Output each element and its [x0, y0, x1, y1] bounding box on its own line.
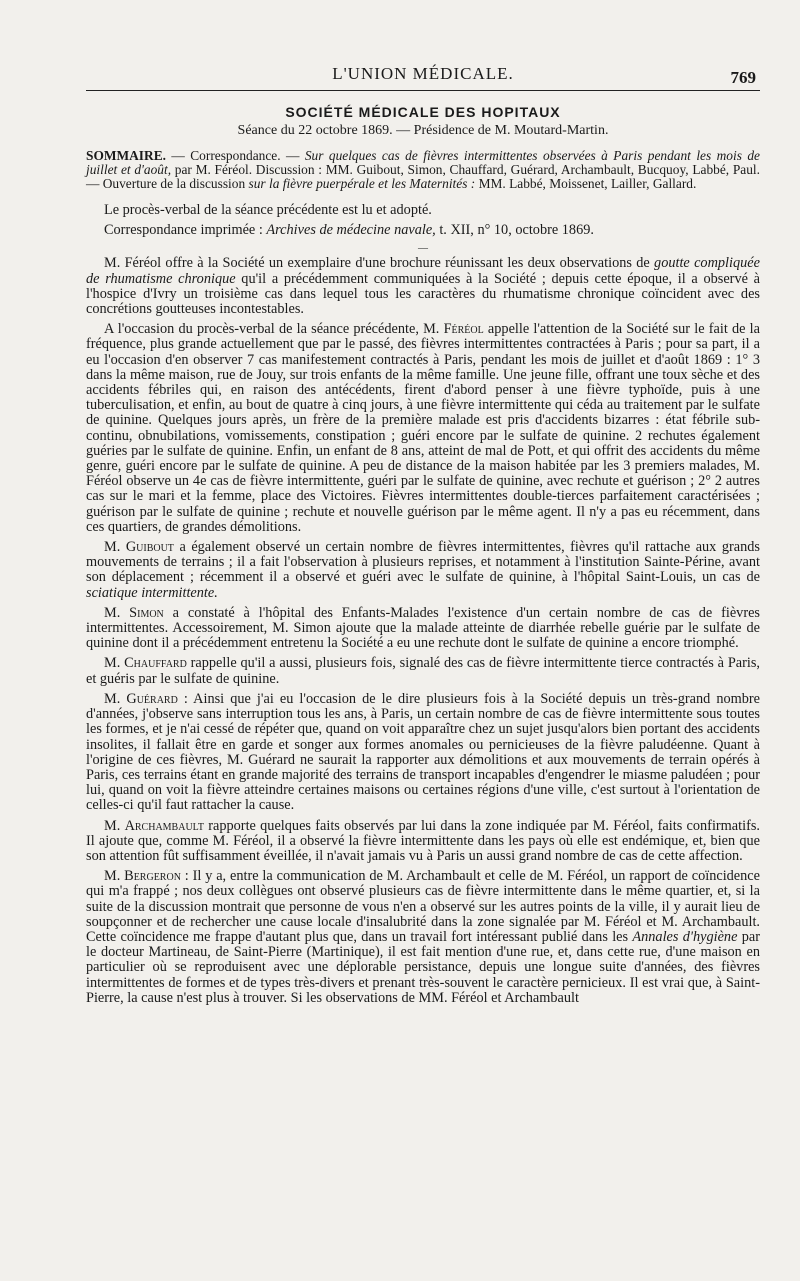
separator: — — [418, 243, 428, 255]
paragraph-correspondence — [86, 223, 760, 238]
text: M. Féréol offre à la Société un exemplaire d'une brochure réunissant les deux observations de — [104, 255, 655, 272]
emphasis: sciatique intermittente. — [86, 584, 218, 601]
speaker-name: Archambault — [124, 817, 204, 834]
paragraph — [86, 819, 760, 865]
summary-text: MM. Labbé, Moissenet, Lailler, Gallard. — [475, 176, 697, 191]
paragraph — [86, 656, 760, 686]
paragraph — [86, 869, 760, 1006]
emphasis: goutte compliquée de rhumatisme chronique — [86, 255, 760, 287]
text: : Ainsi que j'ai eu l'occasion de le dire plusieurs fois à la Société depuis un très-grand nombre d'années, j'observe sans interruption tous les ans, à Paris, un certain nombre de cas de fièvre intermittente sous toutes les formes, et je n'ai cessé de répéter que, quand on voit apparaître chez un sujet jusqu'alors bien portant des accidents insolites, il fallait être en garde et songer aux formes anomales ou pernicieuses de la fièvre paludéenne. Quant à l'origine de ces fièvres, M. Guérard ne saurait la rapporter aux démolitions et aux mouvements de terrain opérés à Paris, ces terrains étant en grande majorité des terrains de transport incapables d'engendrer le miasme paludéen ; pour lui, quand on voit la fièvre atteindre certaines maisons ou certaines régions d'une ville, c'est surtout à l'orientation de celles-ci qu'il faut rattacher la cause. — [86, 690, 760, 814]
summary-label: SOMMAIRE. — [86, 148, 166, 163]
text: M. — [104, 604, 130, 621]
text: M. — [104, 539, 126, 556]
text: rapporte quelques faits observés par lui dans la zone indiquée par M. Féréol, faits confirmatifs. Il ajoute que, comme M. Féréol, il a observé la fièvre intermittente dans les pays où elle est endémique, et, bien que son attention fût suffisamment éveillée, il n'avait jamais vu à Paris un aussi grand nombre de cas de cette affection. — [86, 817, 760, 864]
text: qu'il a précédemment communiquées à la Société ; depuis cette époque, il a observé à l'hospice d'Ivry un troisième cas dans lequel tous les caractères du rhumatisme chronique coïncident avec des concrétions goutteuses incontestables. — [86, 270, 760, 318]
text: par le docteur Martineau, de Saint-Pierre (Martinique), il est fait mention d'une rue, et, dans cette rue, d'une maison en particulier où se reproduisent avec une déplorable persistance, depuis une longue suite d'années, des fièvres intermittentes de formes et de types très-divers et prenant très-souvent le caractère pernicieux. Il est vrai que, à Saint-Pierre, la cause n'est plus à trouver. Si les observations de MM. Féréol et Archambault — [86, 928, 760, 1006]
paragraph — [86, 540, 760, 601]
text: M. — [104, 690, 127, 707]
text: rappelle qu'il a aussi, plusieurs fois, signalé des cas de fièvre intermittente tierce contractés à Paris, et guéris par le sulfate de quinine. — [86, 655, 760, 687]
text: A l'occasion du procès-verbal de la séance précédente, M. — [104, 321, 444, 338]
text: M. — [104, 868, 125, 885]
summary-italic: sur la fièvre puerpérale et les Maternités : — [248, 176, 476, 191]
header-rule — [86, 90, 760, 91]
section-title: SOCIÉTÉ MÉDICALE DES HOPITAUX — [285, 104, 561, 120]
text: a également observé un certain nombre de fièvres intermittentes, fièvres qu'il rattache aux grands mouvements de terrains ; il a fait l'observation à plusieurs reprises, et notamment à l'institution Sainte-Périne, avant son déplacement ; récemment il a observé et guéri avec le sulfate de quinine, à l'hôpital Saint-Louis, un cas de — [86, 539, 760, 586]
page-header — [86, 62, 760, 88]
text: appelle l'attention de la Société sur le fait de la fréquence, plus grande actuellement que par le passé, des fièvres intermittentes contractées à Paris ; pour sa part, il a eu l'occasion d'en observer 7 cas manifestement contractés à Paris, pendant les mois de juillet et d'août 1869 : 1° 3 dans la même maison, rue de Jouy, sur trois enfants de la même famille. Une jeune fille, offrant une toux sèche et des accidents fébriles qui, en raison des antécédents, firent d'abord penser à une fièvre typhoïde, puis à une tuberculisation, et enfin, au bout de quatre à cinq jours, à une fièvre intermittente qui céda au traitement par le sulfate de quinine. Quelques jours après, un frère de la première malade est pris d'accidents bizarres : état fébrile sub-continu, obnubilations, vomissements, constipation ; guéri encore par le sulfate de quinine. 2 rechutes également guéries par le sulfate de quinine. Enfin, un enfant de 8 ans, atteint de mal de Pott, et qui offrit des accidents du même genre, guéri encore par le sulfate de quinine. A peu de distance de la maison habitée par les 3 premiers malades, M. Féréol observe un 4e cas de fièvre intermittente, guéri par le sulfate de quinine, avec rechute et guérison ; 2° 2 autres cas sur le mari et la femme, place des Victoires. Fièvres intermittentes double-tierces parfaitement caractérisées ; guérison par le sulfate de quinine ; rechute et nouvelle guérison par le même agent. Il n'y a pas eu récemment, dans ces quartiers, de grandes démolitions. — [86, 321, 761, 535]
speaker-name: Simon — [129, 604, 164, 621]
text: Correspondance imprimée : — [104, 222, 267, 239]
text: a constaté à l'hôpital des Enfants-Malades l'existence d'un certain nombre de cas de fièvres intermittentes. Accessoirement, M. Simon ajoute que la malade atteinte de diarrhée rebelle guérie par le sulfate de quinine dont il a précédemment entretenu la Société a eu une rechute dont le sulfate de quinine a encore triomphé. — [86, 604, 760, 652]
summary-text: — Correspondance. — — [165, 148, 305, 163]
speaker-name: Bergeron — [124, 868, 181, 885]
summary — [86, 149, 760, 191]
speaker-name: Guérard — [126, 690, 178, 707]
page-number: 769 — [730, 68, 756, 87]
paragraph — [86, 322, 760, 535]
running-title: L'UNION MÉDICALE. — [332, 64, 514, 83]
journal-title: Archives de médecine navale, — [266, 222, 436, 239]
paragraph — [86, 692, 760, 814]
text: : Il y a, entre la communication de M. Archambault et celle de M. Féréol, un rapport de coïncidence qui m'a frappé ; nos deux collègues ont observé plusieurs cas de fièvre intermittente dans le même quartier, et, si la suite de la discussion montrait que personne de vous n'en a observé sur les autres points de la ville, il y aurait lieu de soupçonner et de rechercher une cause locale d'insalubrité dans la zone signalée par M. Féréol et M. Archambault. Cette coïncidence me frappe d'autant plus que, dans un travail fort intéressant publié dans les — [86, 868, 760, 945]
summary-text: par M. Féréol. Discussion : MM. Guibout, Simon, Chauffard, Guérard, Archambault, Bucquoy, Labbé, Paul. — Ouverture de la discussion — [86, 162, 760, 191]
summary-italic: Sur quelques cas de fièvres intermittentes observées à Paris pendant les mois de juillet et d'août, — [86, 148, 760, 177]
paragraph-minutes: Le procès-verbal de la séance précédente est lu et adopté. — [104, 202, 432, 218]
speaker-name: Guibout — [125, 539, 174, 556]
text: M. — [104, 817, 125, 834]
paragraph — [86, 256, 760, 317]
text: t. XII, n° 10, octobre 1869. — [435, 222, 594, 239]
speaker-name: Féréol — [443, 321, 484, 338]
speaker-name: Chauffard — [124, 655, 187, 672]
paragraph — [86, 606, 760, 652]
text: M. — [104, 655, 125, 672]
article-body — [86, 104, 760, 1011]
journal-title: Annales d'hygiène — [632, 928, 738, 945]
session-line: Séance du 22 octobre 1869. — Présidence de M. Moutard-Martin. — [237, 123, 609, 138]
